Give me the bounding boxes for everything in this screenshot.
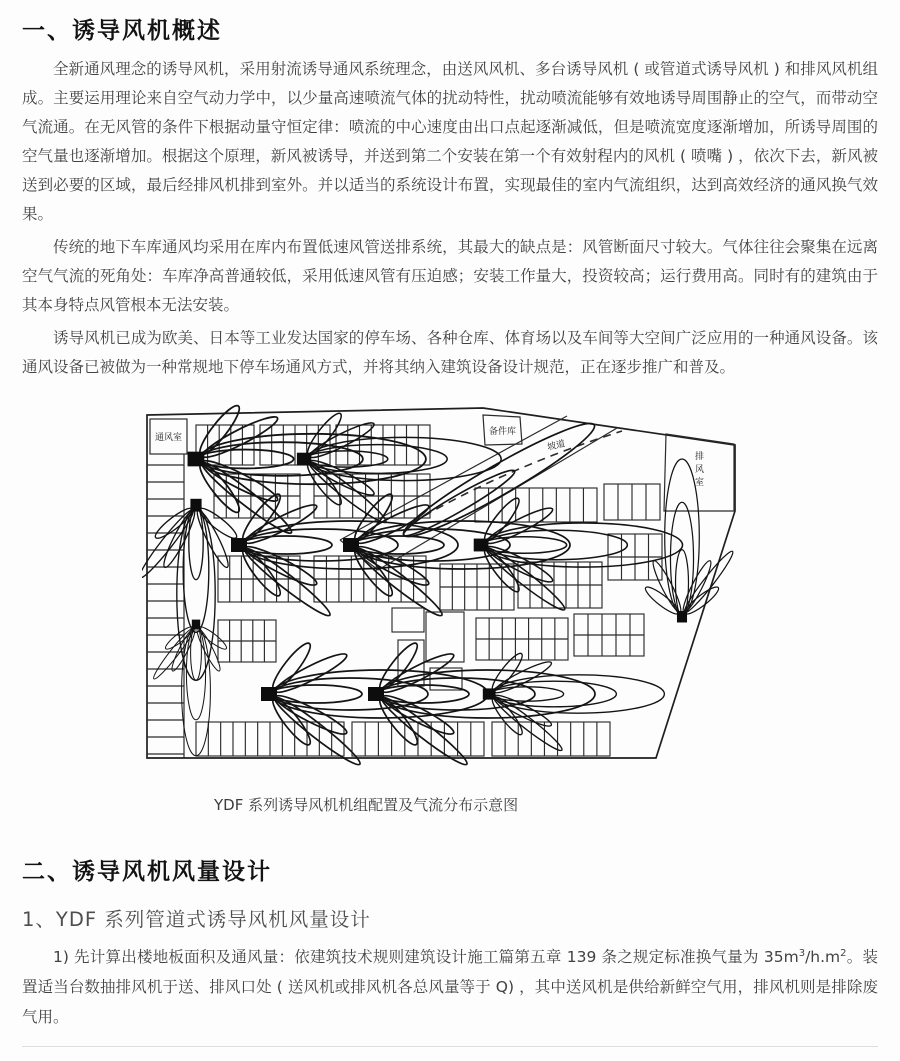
garage-plan-diagram [22, 396, 878, 780]
stall-grid [574, 614, 644, 656]
exhaust-room-label: 排风室 [695, 452, 705, 488]
superscript-square: 2 [840, 948, 847, 959]
stall-grid [196, 425, 254, 465]
section2-subtitle: 1、YDF 系列管道式诱导风机风量设计 [22, 908, 371, 931]
stall-grid [604, 484, 660, 520]
section1-paragraph-2: 传统的地下车库通风均采用在库内布置低速风管送排系统，其最大的缺点是：风管断面尺寸较大。气体往往会聚集在远离空气气流的死角处：车库净高普通较低，采用低速风管有压迫感；安装工作量大，投资较高；运行费用高。同时有的建筑由于其本身特点风管根本无法安装。 [22, 238, 878, 314]
document-page [0, 12, 900, 1050]
section1-paragraph-1: 全新通风理念的诱导风机，采用射流诱导通风系统理念，由送风风机、多台诱导风机 ( 或管道式诱导风机 ) 和排风风机组成。主要运用理论来自空气动力学中，以少量高速喷流气体的扰动特性，扰动喷流能够有效地诱导周围静止的空气，而带动空气流通。在无风管的条件下根据动量守恒定律：喷流的中心速度由出口点起逐渐减低，但是喷流宽度逐渐增加，所诱导周围的空气量也逐渐增加。根据这个原理，新风被诱导，并送到第二个安装在第一个有效射程内的风机 ( 喷嘴 ) ，依次下去，新风被送到必要的区域，最后经排风机排到室外。并以适当的系统设计布置，实现最佳的室内气流组织，达到高效经济的通风换气效果。 [22, 60, 878, 223]
section2-title: 二、诱导风机风量设计 [22, 858, 272, 885]
stall-grid [218, 620, 276, 662]
section1-paragraph-3: 诱导风机已成为欧美、日本等工业发达国家的停车场、各种仓库、体育场以及车间等大空间广泛应用的一种通风设备。该通风设备已被做为一种常规地下停车场通风方式，并将其纳入建筑设备设计规范，正在逐步推广和普及。 [22, 329, 878, 376]
superscript-cubic: 3 [798, 948, 806, 959]
diagram-caption: YDF 系列诱导风机机组配置及气流分布示意图 [214, 796, 519, 814]
stall-grid [440, 564, 514, 610]
section2-paragraph [22, 942, 878, 1032]
stall-grid [352, 722, 484, 756]
ramp-label: 坡道 [546, 439, 567, 453]
garage-plan-svg [142, 396, 738, 780]
bottom-divider [22, 1046, 878, 1050]
spare-room-label: 备件库 [489, 427, 517, 437]
fan-unit-with-airflow [483, 650, 665, 754]
para-text-3: 。装置适当台数抽排风机于送、排风口处 ( 送风机或排风机各总风量等于 Q) ，其中送风机是供给新鲜空气用，排风机则是排除废气用。 [22, 948, 878, 1026]
stall-grid [218, 556, 300, 602]
section1-title: 一、诱导风机概述 [22, 17, 222, 44]
left-strip-rungs [147, 465, 184, 754]
para-text-2: /h.m [805, 948, 841, 966]
stall-grid [475, 488, 597, 522]
para-text-1: 1) 先计算出楼地板面积及通风量：依建筑技术规则建筑设计施工篇第五章 139 条之规定标准换气量为 35m [53, 948, 799, 966]
vent-room-label: 通风室 [155, 433, 183, 443]
fan-unit-with-airflow [151, 620, 229, 756]
stall-grid [608, 534, 662, 580]
